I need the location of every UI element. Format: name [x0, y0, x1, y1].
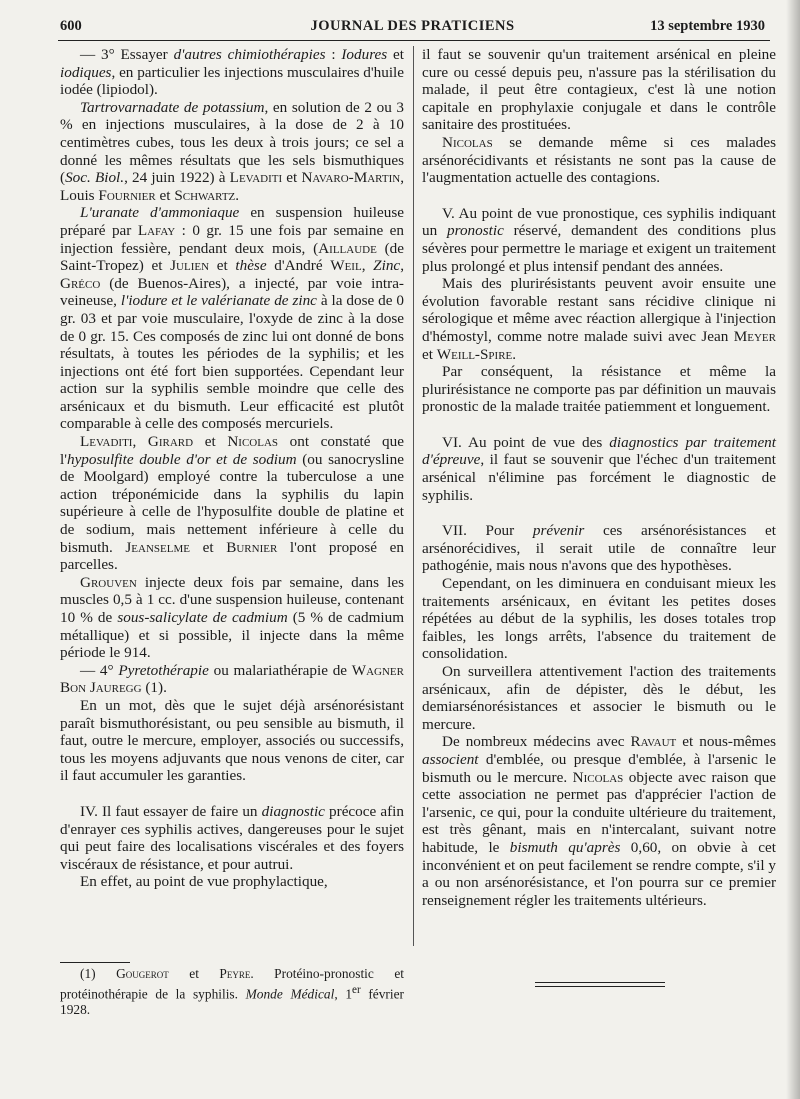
end-rule	[535, 982, 665, 983]
footnote-rule	[60, 962, 130, 963]
section-vii-paragraph: VII. Pour prévenir ces arsénorésistances et arsénorécidives, il serait utile de connaître leur pathogénie, mais nous n'avons que des hypothèses.	[422, 522, 777, 575]
paragraph: — 3° Essayer d'autres chimiothérapies : Iodures et iodiques, en particulier les injections musculaires d'huile iodée (lipiodol).	[60, 46, 405, 99]
section-v-paragraph: V. Au point de vue pronostique, ces syphilis indiquant un pronostic réservé, demandent des conditions plus sévères pour permettre le mariage et exigent un traitement plus prolongé et plus intensif pendant des années.	[422, 204, 776, 275]
paragraph: On surveillera attentivement l'action des traitements arsénicaux, afin de dépister, dès le début, les demiarsénorésistances et associer le bismuth ou le mercure.	[422, 663, 776, 733]
paragraph: Tartrovarnadate de potassium, en solution de 2 ou 3 % en injections musculaires, à la dose de 2 à 10 centimètres cubes, tous les deux à trois jours; ce sel a donné les mêmes résultats que les sels bismuthiques (Soc. Biol., 24 juin 1922) à Levaditi et Navaro-Martin, Louis Fournier et Schwartz.	[60, 98, 404, 204]
column-divider	[413, 46, 414, 946]
paragraph: — 4° Pyretothérapie ou malariathérapie de Wagner Bon Jauregg (1).	[60, 661, 404, 697]
paragraph: Levaditi, Girard et Nicolas ont constaté que l'hyposulfite double d'or et de sodium (ou sanocrysline de Moolgard) employé contre la tuberculose a une action tréponémicide dans la syphilis du lapin supérieure à celle de l'hyposulfite double de platine et de sodium, mais nettement inférieure à celle du bismuth. Jeanselme et Burnier l'ont proposé en parcelles.	[60, 433, 404, 574]
footnote: (1) Gougerot et Peyre. Protéino-pronostic et protéinothérapie de la syphilis. Monde Médical, 1er février 1928.	[60, 966, 405, 1018]
header-rule	[58, 40, 770, 41]
paragraph: il faut se souvenir qu'un traitement arsénical en pleine cure ou cessé depuis peu, n'assure pas la stérilisation du malade, il peut être contagieux, c'est là une notion capitale en prophylaxie conjugale et dans le contrôle sanitaire des prostituées.	[422, 46, 776, 134]
paragraph: Cependant, on les diminuera en conduisant mieux les traitements arsénicaux, en évitant les petites doses répétées au début de la syphilis, les doses totales trop faibles, les longs arrêts, l'absence du traitement de consolidation.	[422, 575, 776, 663]
end-rule	[535, 986, 665, 987]
section-iv-paragraph: IV. Il faut essayer de faire un diagnostic précoce afin d'enrayer ces syphilis actives, dangereuses pour le sujet qui peut faire des localisations viscérales et des foyers viscéraux de résistance, et pour autrui.	[60, 802, 404, 873]
paragraph: L'uranate d'ammoniaque en suspension huileuse préparé par Lafay : 0 gr. 15 une fois par semaine en injection fessière, pendant deux mois, (Aillaude (de Saint-Tropez) et Julien et thèse d'André Weil, Zinc, Gréco (de Buenos-Aires), a injecté, par voie intra-veineuse, l'iodure et le valérianate de zinc à la dose de 0 gr. 03 et par voie musculaire, l'oxyde de zinc à la dose de 0 gr. 15. Ces composés de zinc lui ont donné de bons résultats, à toutes les périodes de la syphilis; et les injections ont été fort bien supportées. Cependant leur action sur la syphilis semble moindre que celle des arsénicaux et du bismuth. Leur efficacité est plutôt comparable à celle des composés mercuriels.	[60, 204, 405, 433]
journal-title: JOURNAL DES PRATICIENS	[310, 18, 515, 34]
paragraph: En effet, au point de vue prophylactique,	[80, 873, 328, 891]
paragraph: Grouven injecte deux fois par semaine, dans les muscles 0,5 à 1 cc. d'une suspension huileuse, contenant 10 % de sous-salicylate de cadmium (5 % de cadmium métallique) et si possible, il injecte dans la même période le 914.	[60, 573, 405, 662]
paragraph: Par conséquent, la résistance et même la plurirésistance ne comporte pas par définition un mauvais pronostic de la malade traitée patiemment et longuement.	[422, 363, 776, 416]
page-number: 600	[60, 18, 82, 34]
paragraph: Mais des plurirésistants peuvent avoir ensuite une évolution favorable restant sans récidive clinique ni sérologique et même avec réaction allergique à l'injection d'hémostyl, comme notre malade suivi avec Jean Meyer et Weill-Spire.	[422, 275, 776, 363]
page-header	[60, 14, 765, 38]
paragraph: Nicolas se demande même si ces malades arsénorécidivants et résistants ne sont pas la cause de l'augmentation actuelle des contagions.	[422, 133, 776, 187]
paragraph: En un mot, dès que le sujet déjà arsénorésistant paraît bismuthorésistant, ou peu sensible au bismuth, il faut, outre le mercure, employer, associés ou successifs, tous les moyens adjuvants que nous venons de citer, car il faut accumuler les garanties.	[60, 696, 404, 785]
section-vi-paragraph: VI. Au point de vue des diagnostics par traitement d'épreuve, il faut se souvenir que l'échec d'un traitement arsénical n'élimine pas forcément le diagnostic de syphilis.	[422, 433, 776, 504]
paragraph: De nombreux médecins avec Ravaut et nous-mêmes associent d'emblée, ou presque d'emblée, à l'arsenic le bismuth ou le mercure. Nicolas objecte avec raison que cette association ne permet pas d'apprécier l'action de l'arsenic, ce qui, pour la conduite ultérieure du traitement, est très gênant, mais en n'intercalant, suivant notre habitude, le bismuth qu'après 0,60, on obvie à cet inconvénient et on peut facilement se rendre compte, s'il y a ou non arsénorésistance, et l'on pourra sur ce premier renseignement régler les traitements ultérieurs.	[422, 733, 776, 909]
page-edge-shadow	[786, 0, 800, 1099]
left-column	[60, 46, 404, 891]
right-column	[422, 46, 776, 909]
issue-date: 13 septembre 1930	[650, 18, 765, 34]
